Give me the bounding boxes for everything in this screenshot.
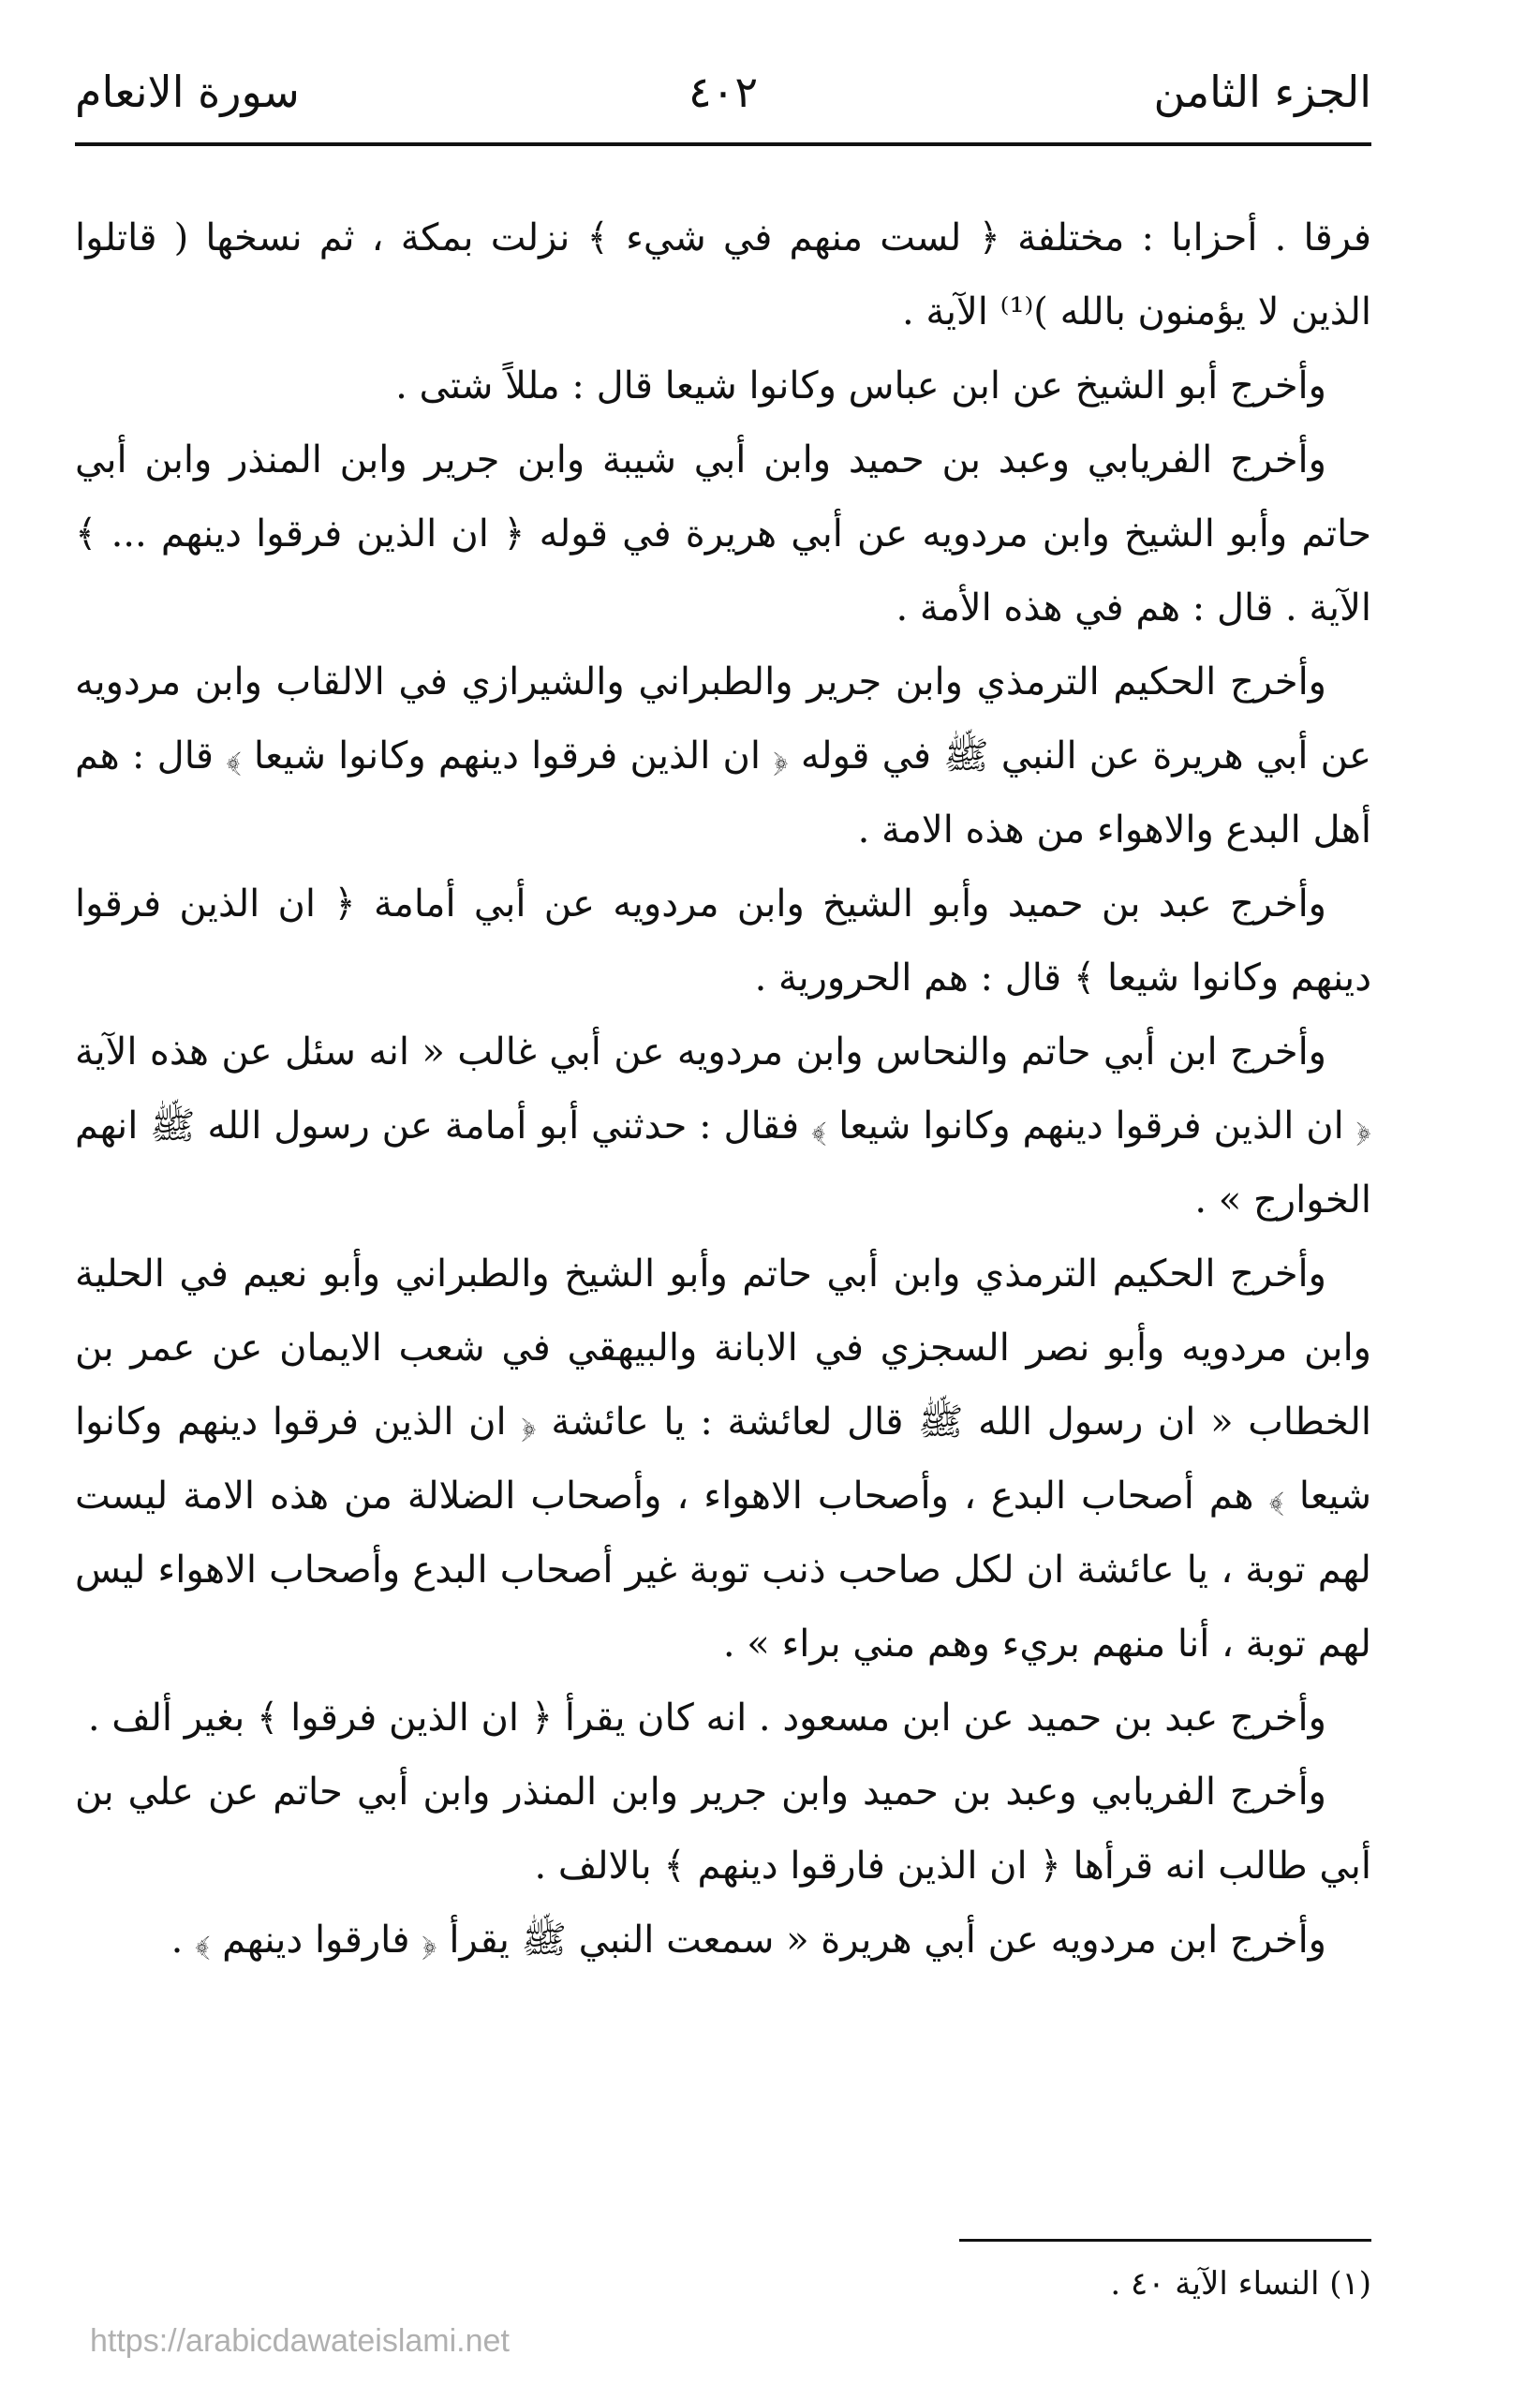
- main-text: [75, 201, 1371, 1978]
- footnote: (١) النساء الآية ٤٠ .: [1110, 2265, 1371, 2303]
- paragraph: وأخرج الحكيم الترمذي وابن جرير والطبراني والشيرازي في الالقاب وابن مردويه عن أبي هريرة عن النبي ﷺ في قوله ﴿ ان الذين فرقوا دينهم وكانوا شيعا ﴾ قال : هم أهل البدع والاهواء من هذه الامة .: [75, 660, 1371, 852]
- page-number: ٤٠٢: [688, 67, 759, 117]
- paragraph: وأخرج الفريابي وعبد بن حميد وابن أبي شيبة وابن جرير وابن المنذر وابن أبي حاتم وأبو الشيخ وابن مردويه عن أبي هريرة في قوله ﴿ ان الذين فرقوا دينهم ... ﴾ الآية . قال : هم في هذه الأمة .: [75, 438, 1371, 630]
- header-rule: [75, 142, 1371, 146]
- paragraph: وأخرج ابن أبي حاتم والنحاس وابن مردويه عن أبي غالب « انه سئل عن هذه الآية ﴿ ان الذين فرقوا دينهم وكانوا شيعا ﴾ فقال : حدثني أبو أمامة عن رسول الله ﷺ انهم الخوارج » .: [75, 1030, 1371, 1222]
- surah-title: سورة الانعام: [75, 67, 300, 117]
- page-header: [75, 54, 1371, 129]
- paragraph: وأخرج ابن مردويه عن أبي هريرة « سمعت النبي ﷺ يقرأ ﴿ فارقوا دينهم ﴾ .: [170, 1918, 1326, 1962]
- paragraph: وأخرج الحكيم الترمذي وابن أبي حاتم وأبو الشيخ والطبراني وأبو نعيم في الحلية وابن مردويه وأبو نصر السجزي في الابانة والبيهقي في شعب الايمان عن عمر بن الخطاب « ان رسول الله ﷺ قال لعائشة : يا عائشة ﴿ ان الذين فرقوا دينهم وكانوا شيعا ﴾ هم أصحاب البدع ، وأصحاب الاهواء ، وأصحاب الضلالة من هذه الامة ليست لهم توبة ، يا عائشة ان لكل صاحب ذنب توبة غير أصحاب البدع وأصحاب الاهواء ليس لهم توبة ، أنا منهم بريء وهم مني براء » .: [75, 1252, 1371, 1666]
- part-title: الجزء الثامن: [1153, 67, 1371, 117]
- watermark-url: https://arabicdawateislami.net: [90, 2323, 510, 2359]
- paragraph: وأخرج عبد بن حميد عن ابن مسعود . انه كان يقرأ ﴿ ان الذين فرقوا ﴾ بغير ألف .: [87, 1696, 1326, 1740]
- footnote-rule: [959, 2239, 1371, 2242]
- paragraph: فرقا . أحزابا : مختلفة ﴿ لست منهم في شيء ﴾ نزلت بمكة ، ثم نسخها ( قاتلوا الذين لا يؤمنون بالله )⁽¹⁾ الآية .: [75, 216, 1371, 333]
- paragraph: وأخرج عبد بن حميد وأبو الشيخ وابن مردويه عن أبي أمامة ﴿ ان الذين فرقوا دينهم وكانوا شيعا ﴾ قال : هم الحرورية .: [75, 882, 1371, 1000]
- paragraph: وأخرج الفريابي وعبد بن حميد وابن جرير وابن المنذر وابن أبي حاتم عن علي بن أبي طالب انه قرأها ﴿ ان الذين فارقوا دينهم ﴾ بالالف .: [75, 1770, 1371, 1888]
- paragraph: وأخرج أبو الشيخ عن ابن عباس وكانوا شيعا قال : مللاً شتى .: [395, 364, 1326, 407]
